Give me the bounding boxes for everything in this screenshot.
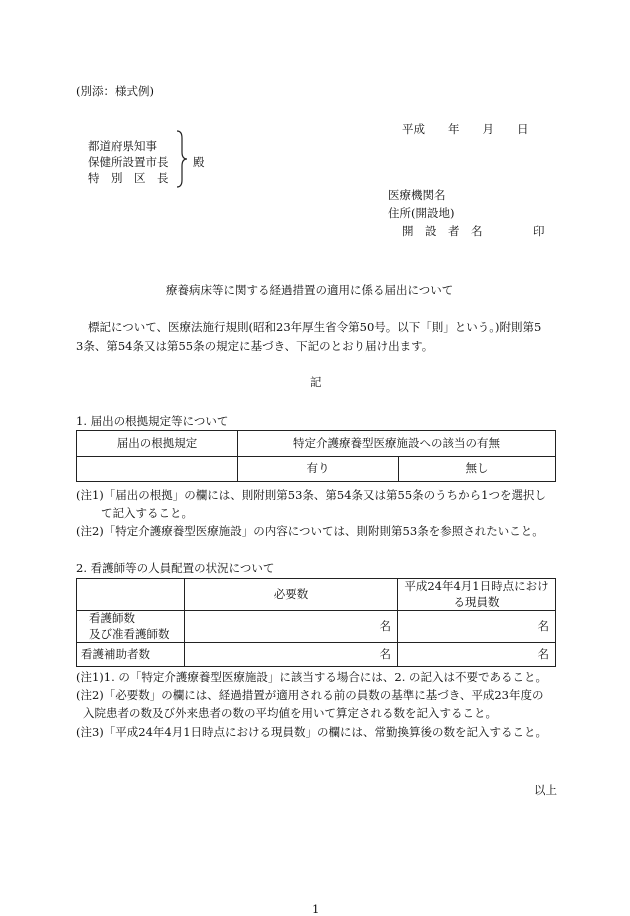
current-header-line1: 平成24年4月1日時点におけ: [404, 579, 549, 593]
assistant-count-label: 看護補助者数: [77, 643, 185, 667]
body-line-2: 3条、第54条又は第55条の規定に基づき、下記のとおり届け出ます。: [76, 339, 434, 353]
section1-note1-line2: て記入すること。: [101, 506, 193, 520]
seal-mark: 印: [533, 224, 545, 238]
basis-header: 届出の根拠規定: [77, 431, 238, 457]
section1-note2: (注2)「特定介護療養型医療施設」の内容については、則附則第53条を参照されたいこと。: [76, 524, 544, 538]
address-label: 住所(開設地): [388, 206, 455, 220]
ki-heading: 記: [310, 375, 322, 389]
attachment-label: (別添：様式例): [76, 84, 154, 98]
honorific: 殿: [193, 155, 205, 169]
document-title: 療養病床等に関する経過措置の適用に係る届出について: [166, 283, 454, 297]
required-header: 必要数: [185, 579, 398, 611]
nurse-required-cell: 名: [185, 611, 398, 643]
nurse-label-line1: 看護師数: [89, 611, 135, 626]
section2-heading: 2. 看護師等の人員配置の状況について: [76, 561, 275, 575]
notification-basis-table: [76, 430, 556, 482]
staffing-table: [76, 578, 556, 667]
current-header-line2: る現員数: [453, 594, 500, 609]
assistant-current-cell: 名: [398, 643, 556, 667]
closing-mark: 以上: [534, 783, 557, 797]
nurse-count-label: [77, 611, 185, 643]
current-header: [398, 579, 556, 611]
founder-name-label: 開 設 者 名: [402, 224, 483, 238]
basis-cell: [77, 457, 238, 482]
section1-note1-line1: (注1)「届出の根拠」の欄には、則附則第53条、第54条又は第55条のうちから1つを選択し: [76, 488, 547, 502]
facility-header: 特定介護療養型医療施設への該当の有無: [238, 431, 556, 457]
addressee-special-ward: 特 別 区 長: [88, 171, 169, 185]
section2-note1: (注1)1. の「特定介護療養型医療施設」に該当する場合には、2. の記入は不要であること。: [76, 670, 548, 684]
section2-note2-line2: 入院患者の数及び外来患者の数の平均値を用いて算定される数を記入すること。: [83, 706, 497, 720]
nurse-current-cell: 名: [398, 611, 556, 643]
institution-name-label: 医療機関名: [388, 188, 446, 202]
section2-note3: (注3)「平成24年4月1日時点における現員数」の欄には、常勤換算後の数を記入すること。: [76, 725, 548, 739]
brace-icon: [176, 130, 188, 188]
page-number: 1: [312, 902, 320, 916]
section2-note2-line1: (注2)「必要数」の欄には、経過措置が適用される前の員数の基準に基づき、平成23年度の: [76, 688, 544, 702]
nurse-label-line2: 及び准看護師数: [89, 626, 170, 641]
no-cell: 無し: [399, 457, 556, 482]
yes-cell: 有り: [238, 457, 399, 482]
section1-heading: 1. 届出の根拠規定等について: [76, 414, 229, 428]
addressee-prefecture: 都道府県知事: [88, 139, 157, 153]
staffing-label-header: [77, 579, 185, 611]
addressee-city-mayor: 保健所設置市長: [88, 155, 169, 169]
assistant-required-cell: 名: [185, 643, 398, 667]
body-line-1: 標記について、医療法施行規則(昭和23年厚生省令第50号。以下「則」という。)附則第5: [88, 320, 542, 334]
date-line: 平成 年 月 日: [402, 122, 529, 136]
